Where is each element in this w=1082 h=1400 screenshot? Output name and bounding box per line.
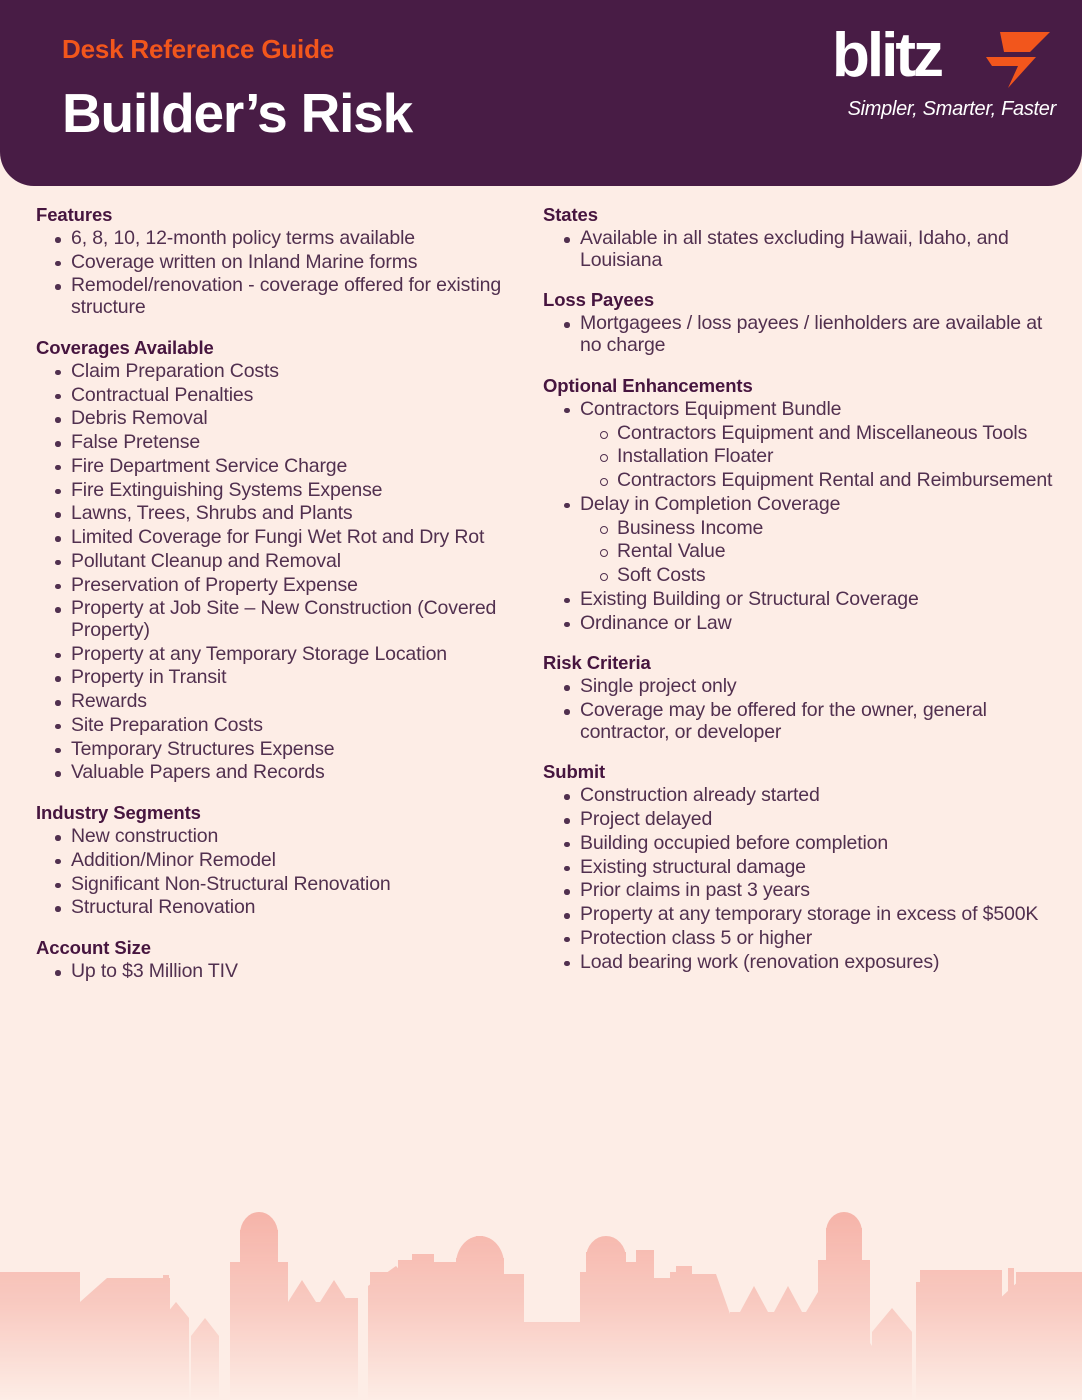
- section: [36, 204, 533, 319]
- bullet-item: [543, 494, 1068, 587]
- bullet-item: Building occupied before completion: [543, 833, 1068, 855]
- bullet-item: Load bearing work (renovation exposures): [543, 952, 1068, 974]
- bullet-list: [543, 399, 1068, 634]
- bullet-list: [36, 228, 533, 319]
- bullet-item: Limited Coverage for Fungi Wet Rot and Dry Rot: [36, 527, 533, 549]
- bullet-item: Property at Job Site – New Construction (Covered Property): [36, 598, 533, 641]
- bullet-item-label: Existing Building or Structural Coverage: [580, 587, 919, 610]
- bullet-item: Coverage may be offered for the owner, general contractor, or developer: [543, 700, 1068, 743]
- section-heading: Submit: [543, 761, 606, 783]
- bullet-list: [543, 313, 1068, 356]
- bullet-item: [543, 589, 1068, 611]
- bullet-item: Contractual Penalties: [36, 385, 533, 407]
- page-title: Builder’s Risk: [62, 82, 412, 144]
- section: [36, 337, 533, 784]
- bullet-item: [543, 399, 1068, 492]
- sub-bullet-item: Contractors Equipment and Miscellaneous Tools: [580, 423, 1068, 445]
- bullet-item: Temporary Structures Expense: [36, 739, 533, 761]
- bullet-item: Valuable Papers and Records: [36, 762, 533, 784]
- city-skyline-decoration: [0, 1190, 1082, 1400]
- bullet-item: Debris Removal: [36, 408, 533, 430]
- bullet-item: Coverage written on Inland Marine forms: [36, 252, 533, 274]
- bullet-item: Property in Transit: [36, 667, 533, 689]
- section-heading: Features: [36, 204, 113, 225]
- bullet-item: Protection class 5 or higher: [543, 928, 1068, 950]
- bullet-item: Structural Renovation: [36, 897, 533, 919]
- sub-bullet-list: [580, 518, 1068, 587]
- right-column: [541, 204, 1082, 983]
- bullet-item: Project delayed: [543, 809, 1068, 831]
- section: [543, 761, 1068, 973]
- section: [543, 289, 1068, 356]
- left-column: [0, 204, 541, 983]
- bullet-item-label: Delay in Completion Coverage: [580, 492, 841, 515]
- bullet-item: Property at any Temporary Storage Location: [36, 644, 533, 666]
- bullet-item: Construction already started: [543, 785, 1068, 807]
- bullet-item: [543, 613, 1068, 635]
- bullet-item: Rewards: [36, 691, 533, 713]
- bullet-item-label: Ordinance or Law: [580, 611, 732, 634]
- header-kicker: Desk Reference Guide: [62, 34, 335, 64]
- bullet-item: Pollutant Cleanup and Removal: [36, 551, 533, 573]
- bullet-item: Site Preparation Costs: [36, 715, 533, 737]
- bullet-item: Fire Department Service Charge: [36, 456, 533, 478]
- bullet-item: Single project only: [543, 676, 1068, 698]
- bullet-item: Mortgagees / loss payees / lienholders are available at no charge: [543, 313, 1068, 356]
- section: [36, 937, 533, 983]
- bullet-item: Prior claims in past 3 years: [543, 880, 1068, 902]
- document-body: [0, 204, 1082, 983]
- bullet-item: Lawns, Trees, Shrubs and Plants: [36, 503, 533, 525]
- bullet-list: [36, 826, 533, 919]
- section: [36, 802, 533, 919]
- lightning-bolt-icon: [978, 30, 1052, 92]
- sub-bullet-item: Rental Value: [580, 541, 1068, 563]
- section-heading: Account Size: [36, 937, 151, 959]
- bullet-item-label: Contractors Equipment Bundle: [580, 397, 842, 420]
- bullet-list: [36, 961, 533, 983]
- bullet-item: Existing structural damage: [543, 857, 1068, 879]
- bullet-list: [543, 676, 1068, 743]
- bullet-item: Available in all states excluding Hawaii, Idaho, and Louisiana: [543, 228, 1068, 271]
- bullet-item: Significant Non-Structural Renovation: [36, 874, 533, 896]
- section: [543, 375, 1068, 634]
- bullet-list: [543, 785, 1068, 973]
- bullet-item: Property at any temporary storage in excess of $500K: [543, 904, 1068, 926]
- sub-bullet-item: Business Income: [580, 518, 1068, 540]
- section-heading: Optional Enhancements: [543, 374, 753, 396]
- logo-tagline: Simpler, Smarter, Faster: [847, 98, 1056, 120]
- page-header: [0, 0, 1082, 186]
- bullet-item: False Pretense: [36, 432, 533, 454]
- section-heading: Coverages Available: [36, 336, 214, 358]
- sub-bullet-item: Contractors Equipment Rental and Reimbursement: [580, 470, 1068, 492]
- brand-logo: [824, 21, 1056, 134]
- bullet-item: Remodel/renovation - coverage offered for existing structure: [36, 275, 533, 318]
- sub-bullet-item: Installation Floater: [580, 446, 1068, 468]
- section: [543, 652, 1068, 743]
- bullet-item: New construction: [36, 826, 533, 848]
- bullet-item: Fire Extinguishing Systems Expense: [36, 480, 533, 502]
- bullet-item: Up to $3 Million TIV: [36, 961, 533, 983]
- sub-bullet-item: Soft Costs: [580, 565, 1068, 587]
- bullet-item: 6, 8, 10, 12-month policy terms available: [36, 228, 533, 250]
- bullet-list: [36, 361, 533, 784]
- bullet-list: [543, 228, 1068, 271]
- bullet-item: Addition/Minor Remodel: [36, 850, 533, 872]
- sub-bullet-list: [580, 423, 1068, 492]
- section-heading: Loss Payees: [543, 289, 655, 311]
- section: [543, 204, 1068, 271]
- skyline-buildings: [0, 1212, 1082, 1400]
- logo-wordmark: blitz: [832, 21, 941, 90]
- section-heading: Risk Criteria: [543, 652, 651, 674]
- section-heading: Industry Segments: [36, 802, 201, 824]
- section-heading: States: [543, 204, 598, 225]
- bullet-item: Preservation of Property Expense: [36, 575, 533, 597]
- bullet-item: Claim Preparation Costs: [36, 361, 533, 383]
